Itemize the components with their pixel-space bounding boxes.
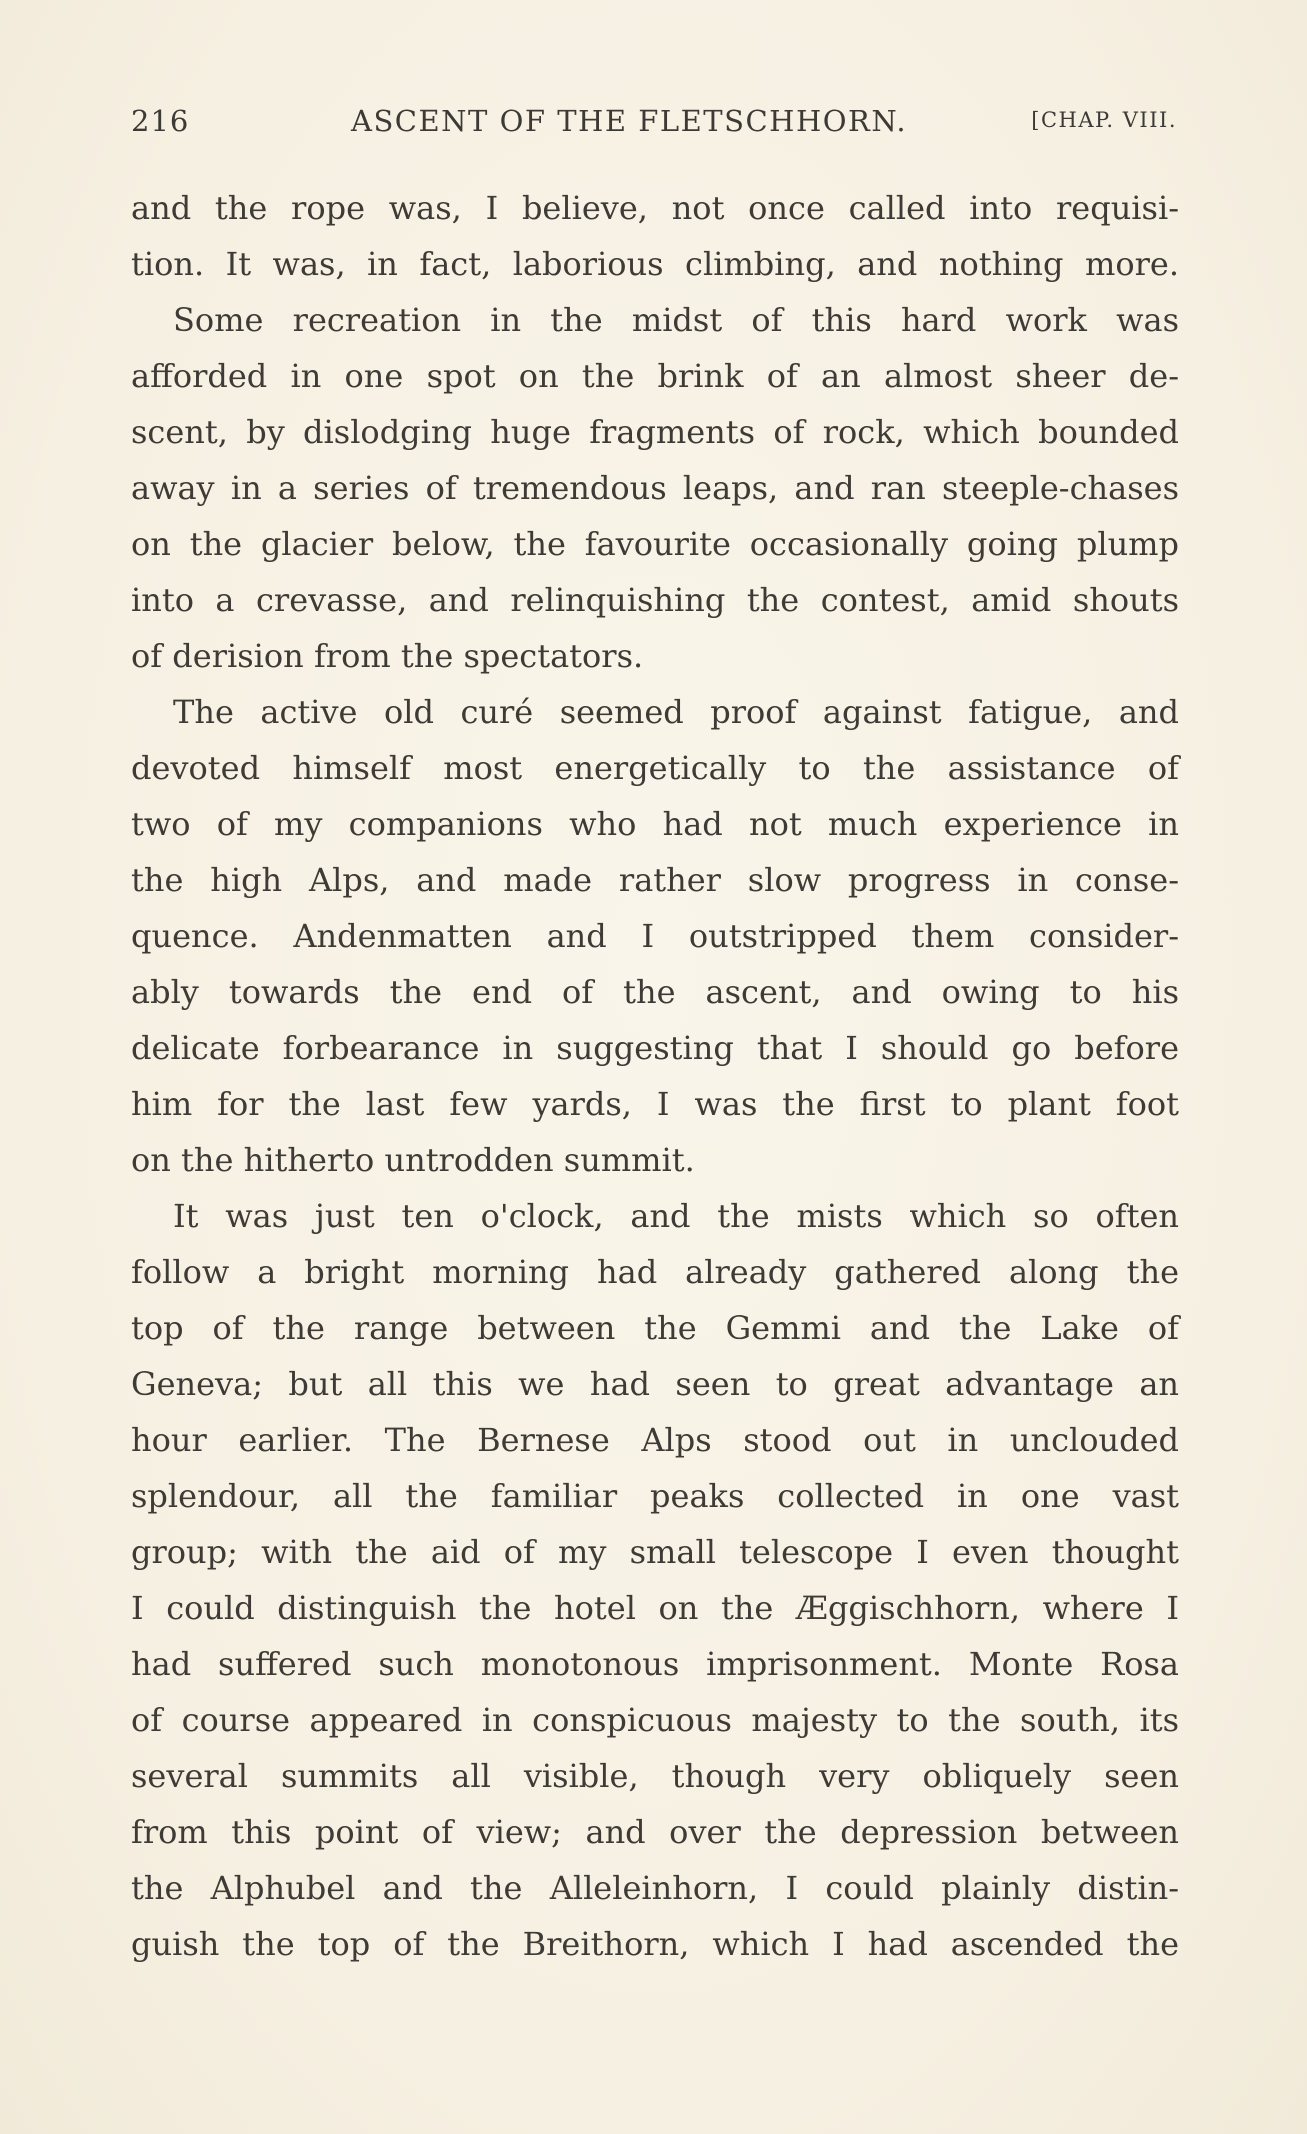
- text-line: the high Alps, and made rather slow progress in conse-: [131, 861, 1179, 899]
- text-line: afforded in one spot on the brink of an almost sheer de-: [131, 357, 1179, 395]
- text-line: away in a series of tremendous leaps, and ran steeple-chases: [131, 469, 1179, 507]
- page-number: 216: [131, 104, 190, 138]
- text-line: the Alphubel and the Alleleinhorn, I could plainly distin-: [131, 1869, 1179, 1907]
- text-line: of course appeared in conspicuous majesty to the south, its: [131, 1701, 1179, 1739]
- text-line: group; with the aid of my small telescope I even thought: [131, 1533, 1179, 1571]
- text-line: delicate forbearance in suggesting that I should go before: [131, 1029, 1179, 1067]
- text-line: quence. Andenmatten and I outstripped them consider-: [131, 917, 1179, 955]
- text-line: and the rope was, I believe, not once called into requisi-: [131, 189, 1179, 227]
- text-line: into a crevasse, and relinquishing the contest, amid shouts: [131, 581, 1179, 619]
- text-line: ably towards the end of the ascent, and owing to his: [131, 973, 1179, 1011]
- text-line: tion. It was, in fact, laborious climbing, and nothing more.: [131, 245, 1179, 283]
- text-line: of derision from the spectators.: [131, 637, 644, 675]
- text-line: hour earlier. The Bernese Alps stood out in unclouded: [131, 1421, 1179, 1459]
- text-line: top of the range between the Gemmi and the Lake of: [131, 1309, 1179, 1347]
- text-line: follow a bright morning had already gathered along the: [131, 1253, 1179, 1291]
- text-line: Some recreation in the midst of this hard work was: [173, 301, 1179, 339]
- text-line: several summits all visible, though very obliquely seen: [131, 1757, 1179, 1795]
- text-line: scent, by dislodging huge fragments of rock, which bounded: [131, 413, 1179, 451]
- text-line: I could distinguish the hotel on the Æggischhorn, where I: [131, 1589, 1179, 1627]
- body-text: [131, 180, 1179, 1972]
- text-line: on the glacier below, the favourite occasionally going plump: [131, 525, 1179, 563]
- text-line: two of my companions who had not much experience in: [131, 805, 1179, 843]
- text-line: Geneva; but all this we had seen to great advantage an: [131, 1365, 1179, 1403]
- text-line: splendour, all the familiar peaks collected in one vast: [131, 1477, 1179, 1515]
- text-line: from this point of view; and over the depression between: [131, 1813, 1179, 1851]
- text-line: It was just ten o'clock, and the mists which so often: [173, 1197, 1179, 1235]
- running-title: ASCENT OF THE FLETSCHHORN.: [351, 104, 908, 138]
- text-line: devoted himself most energetically to the assistance of: [131, 749, 1179, 787]
- text-line: on the hitherto untrodden summit.: [131, 1141, 695, 1179]
- running-header: [131, 104, 1177, 148]
- text-line: him for the last few yards, I was the first to plant foot: [131, 1085, 1179, 1123]
- text-line: The active old curé seemed proof against fatigue, and: [173, 693, 1179, 731]
- text-line: had suffered such monotonous imprisonment. Monte Rosa: [131, 1645, 1179, 1683]
- chapter-reference: [CHAP. VIII.: [1031, 108, 1177, 132]
- text-line: guish the top of the Breithorn, which I had ascended the: [131, 1925, 1179, 1963]
